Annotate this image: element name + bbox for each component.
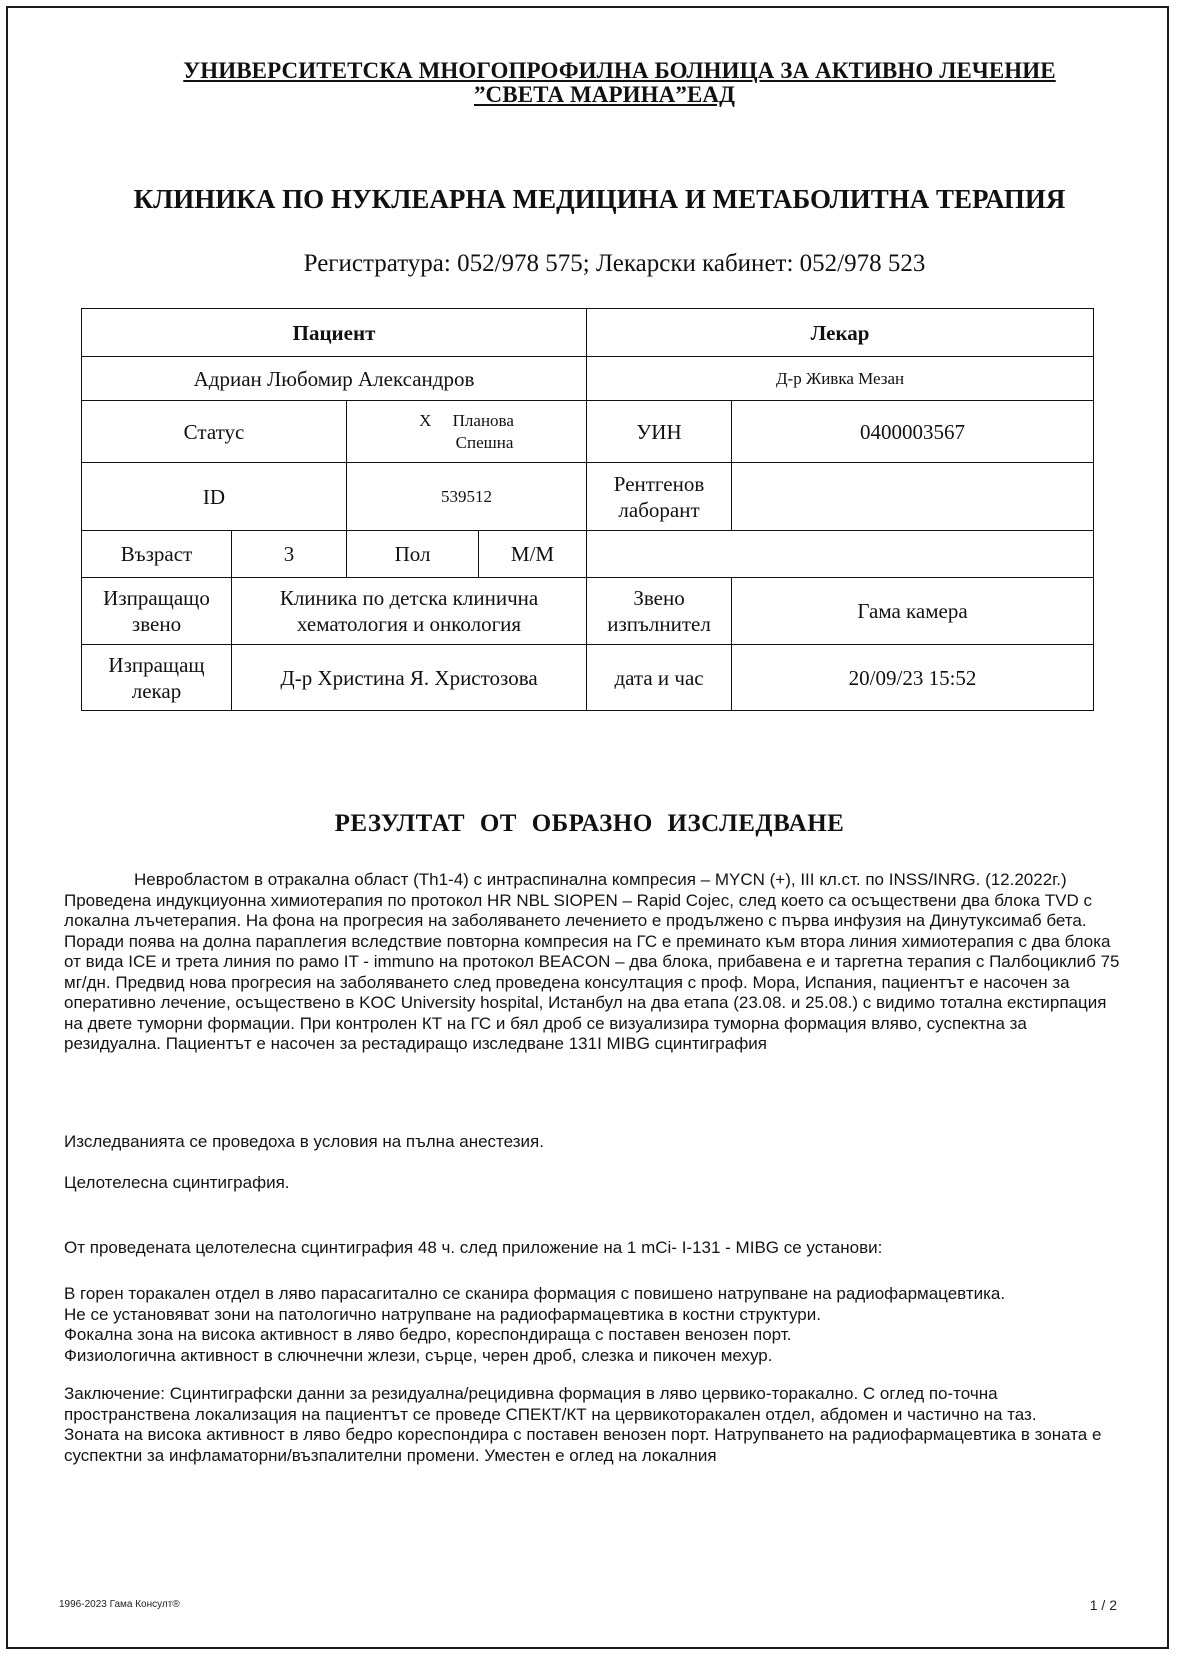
status-label: Статус	[82, 401, 347, 463]
result-title: РЕЗУЛТАТ ОТ ОБРАЗНО ИЗСЛЕДВАНЕ	[334, 810, 845, 837]
intro-section	[64, 870, 1124, 1055]
patient-name: Адриан Любомир Александров	[82, 357, 587, 401]
doctor-name: Д-р Живка Мезан	[587, 357, 1094, 401]
phone-numbers: Регистратура: 052/978 575; Лекарски кабинет: 052/978 523	[303, 250, 926, 277]
sex-value: М/М	[479, 531, 587, 578]
finding-3: Фокална зона на висока активност в ляво бедро, кореспондираща с поставен венозен порт.	[64, 1325, 792, 1344]
sending-doctor-value: Д-р Христина Я. Христозова	[232, 645, 587, 711]
id-label: ID	[82, 463, 347, 531]
status-options	[347, 401, 587, 463]
age-label: Възраст	[82, 531, 232, 578]
status-mark: Х	[419, 410, 432, 430]
sending-unit-value: Клиника по детска клинична хематология и онкология	[232, 578, 587, 645]
patient-header: Пациент	[82, 309, 587, 357]
finding-1: В горен торакален отдел в ляво парасагитално се сканира формация с повишено натрупване на радиофармацевтика.	[64, 1284, 1006, 1303]
conclusion-2: Зоната на висока активност в ляво бедро кореспондира с поставен венозен порт. Натрупването на радиофармацевтика в зоната е суспектни за инфламаторни/възпалителни промени. Уместен е оглед на локалния	[64, 1425, 1102, 1465]
sending-doctor-label: Изпращащ лекар	[82, 645, 232, 711]
findings-section	[64, 1284, 1124, 1366]
page-number: 1 / 2	[1089, 1597, 1117, 1613]
finding-2: Не се установяват зони на патологично натрупване на радиофармацевтика в костни структури.	[64, 1304, 821, 1324]
method-note: От проведената целотелесна сцинтиграфия 48 ч. след приложение на 1 mCi- I-131 - MIBG се установи:	[64, 1238, 883, 1257]
exec-unit-value: Гама камера	[732, 578, 1094, 645]
conclusion-1: Заключение: Сцинтиграфски данни за резидуална/рецидивна формация в ляво цервико-торакално. С оглед по-точна пространствена локализация на пациентът се проведе СПЕКТ/КТ на цервикоторакален отдел, абдомен и частично на таз.	[64, 1384, 1037, 1424]
datetime-label: дата и час	[587, 645, 732, 711]
age-value: 3	[232, 531, 347, 578]
uin-value: 0400003567	[732, 401, 1094, 463]
footer-copyright: 1996-2023 Гама Консулт®	[59, 1599, 180, 1610]
status-planned: Планова	[452, 410, 514, 430]
hospital-name-line1: УНИВЕРСИТЕТСКА МНОГОПРОФИЛНА БОЛНИЦА ЗА АКТИВНО ЛЕЧЕНИЕ	[183, 58, 1056, 83]
intro-paragraph: Невробластом в отракална област (Th1-4) с интраспинална компресия – MYCN (+), III кл.ст. по INSS/INRG. (12.2022г.) Проведена индукциуонна химиотерапия по протокол HR NBL SIOPEN – Rapid Cojec, след което са осъществени два блока TVD с локална лъчетерапия. На фона на прогресия на заболяването лечението е продължено с първа инфузия на Динутуксимаб бета. Поради поява на долна параплегия вследствие повторна компресия на ГС е преминато към втора линия химиотерапия с два блока от вида ICE и трета линия по рамо IT - immuno на протокол BEACON – два блока, прибавена е и таргетна терапия с Палбоциклиб 75 мг/дн. Предвид нова прогресия на заболяването след проведена консултация с проф. Мора, Испания, пациентът е насочен за оперативно лечение, осъществено в KOC University hospital, Истанбул на два етапа (23.08. и 25.08.) с видимо тотална екстирпация на двете туморни формации. При контролен КТ на ГС и бял дроб се визуализира туморна формация вляво, суспектна за резидуална. Пациентът е насочен за рестадиращо изследване 131I MIBG сцинтиграфия	[64, 870, 1120, 1053]
id-value: 539512	[347, 463, 587, 531]
finding-4: Физиологична активност в слючнечни жлези, сърце, черен дроб, слезка и пикочен мехур.	[64, 1345, 773, 1365]
clinic-name: КЛИНИКА ПО НУКЛЕАРНА МЕДИЦИНА И МЕТАБОЛИТНА ТЕРАПИЯ	[133, 184, 1066, 214]
xray-tech-value	[732, 463, 1094, 531]
xray-tech-label: Рентгенов лаборант	[587, 463, 732, 531]
datetime-value: 20/09/23 15:52	[732, 645, 1094, 711]
sex-label: Пол	[347, 531, 479, 578]
status-urgent: Спешна	[455, 432, 514, 452]
uin-label: УИН	[587, 401, 732, 463]
empty-cell	[587, 531, 1094, 578]
conclusion-section	[64, 1384, 1124, 1466]
sending-unit-label: Изпращащо звено	[82, 578, 232, 645]
anesthesia-note: Изследванията се проведоха в условия на пълна анестезия.	[64, 1132, 544, 1151]
whole-body-note: Целотелесна сцинтиграфия.	[64, 1173, 290, 1192]
hospital-name-line2: ”СВЕТА МАРИНА”ЕАД	[473, 82, 736, 107]
doctor-header: Лекар	[587, 309, 1094, 357]
patient-info-table	[81, 308, 1094, 711]
exec-unit-label: Звено изпълнител	[587, 578, 732, 645]
